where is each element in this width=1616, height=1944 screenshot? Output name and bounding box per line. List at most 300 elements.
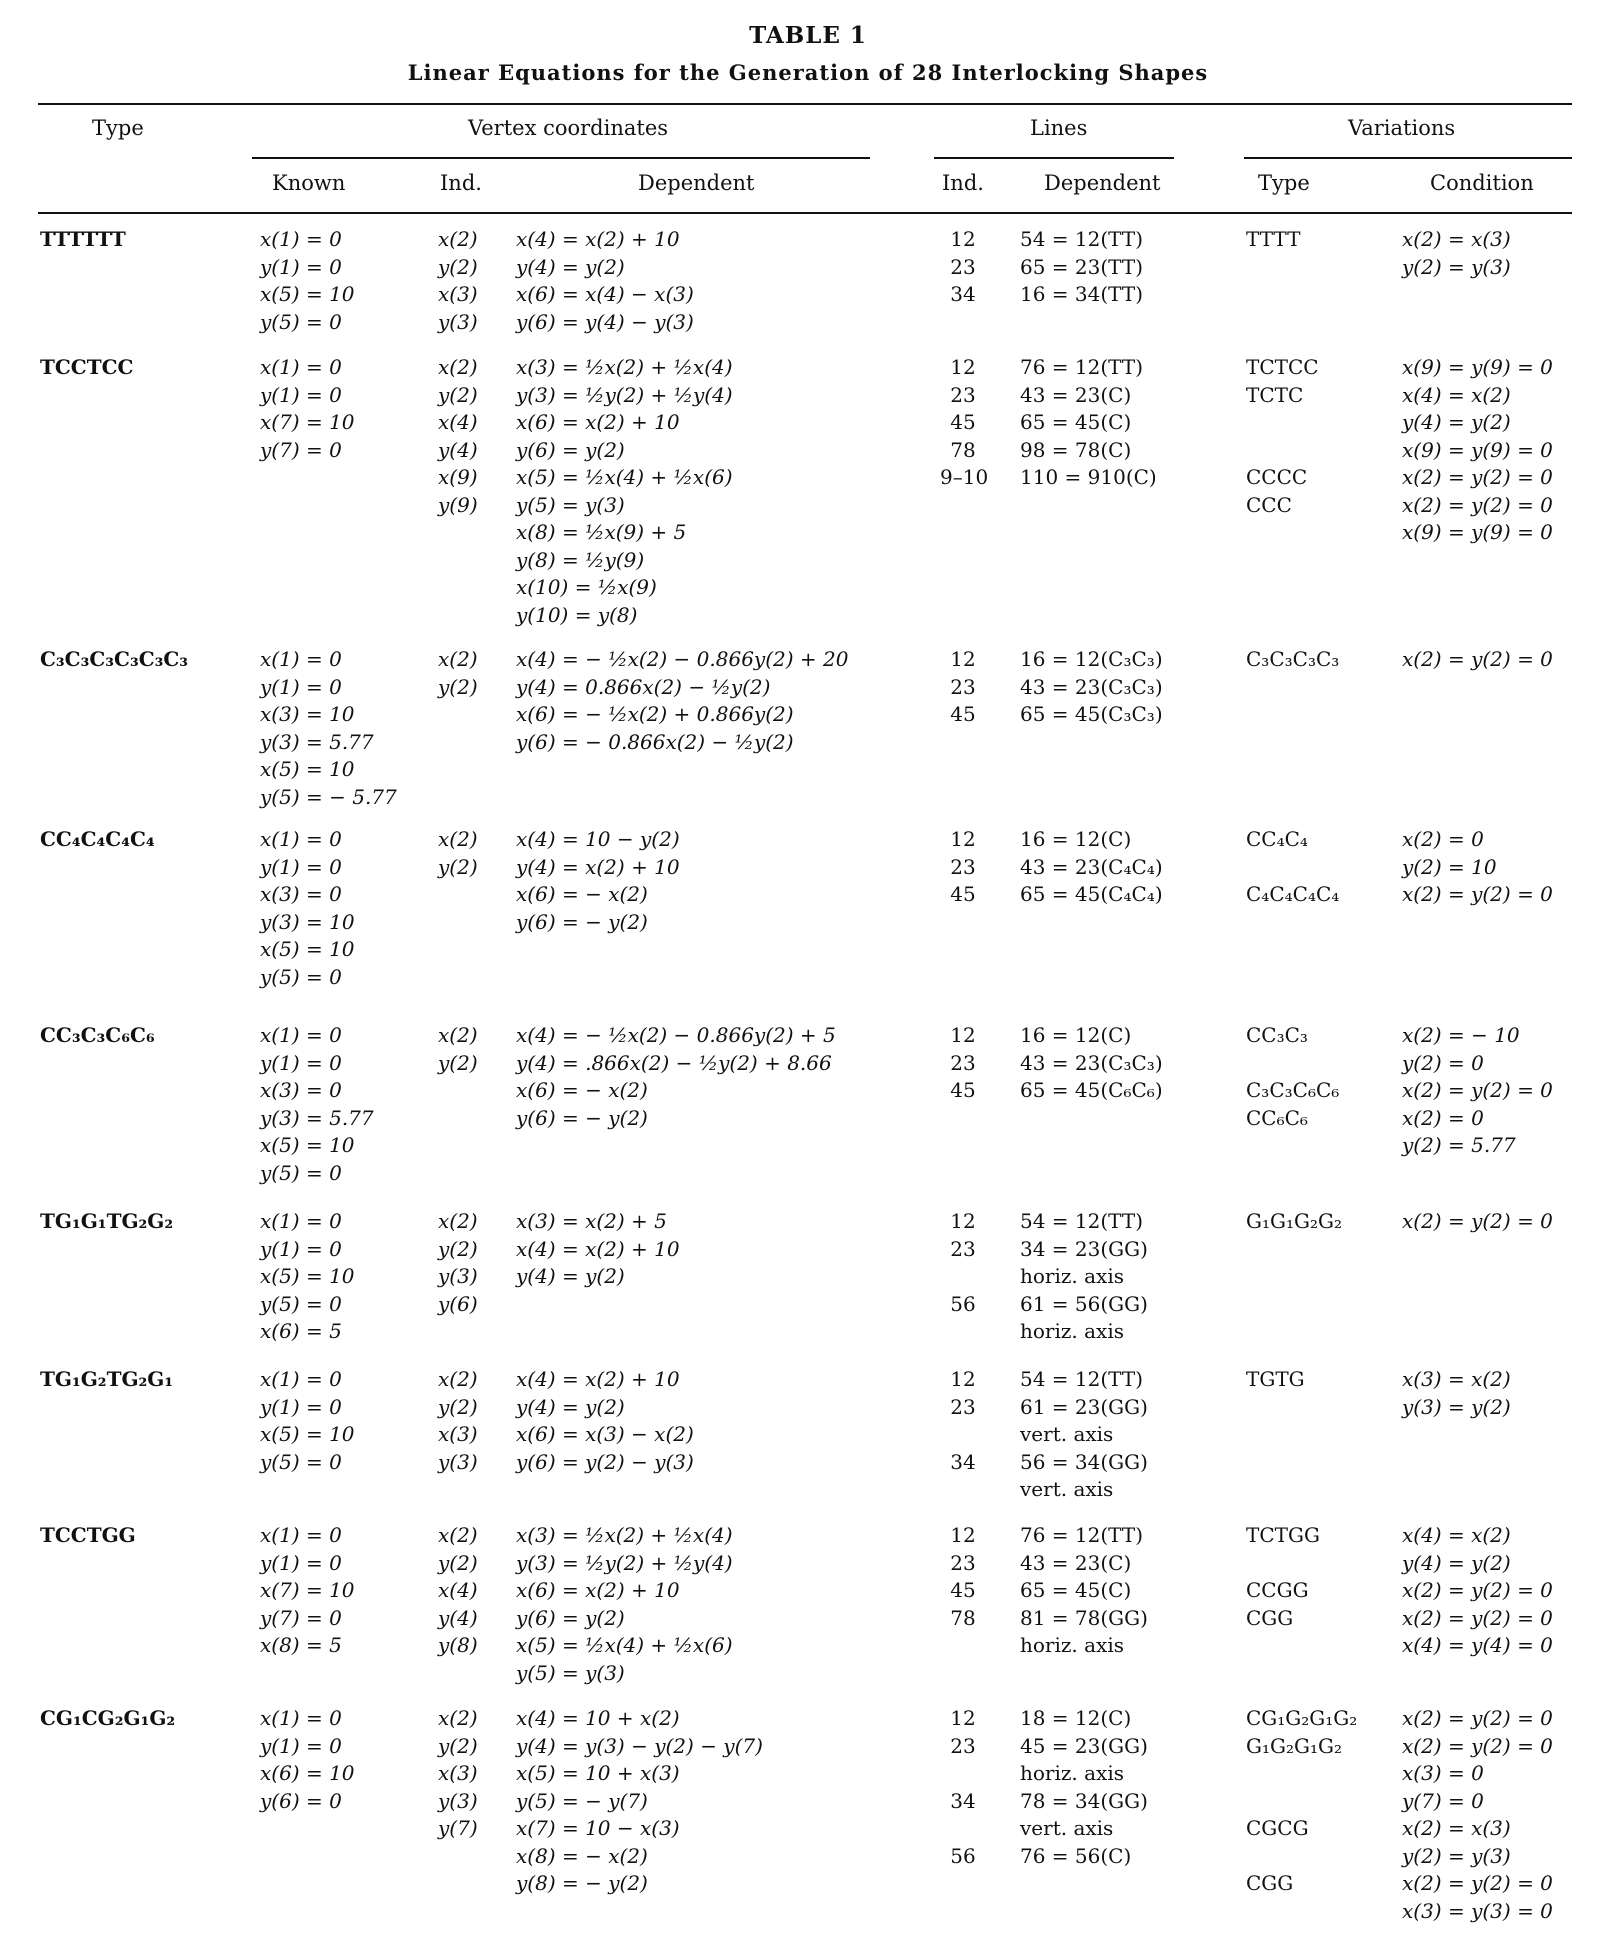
variation-condition-cell-line: x(2) = 0 — [1402, 827, 1484, 851]
variation-type-cell-line: CC₆C₆ — [1246, 1105, 1308, 1130]
lines-ind-cell-line: 45 — [950, 1578, 976, 1602]
known-cell-line: x(7) = 10 — [260, 410, 355, 434]
variation-condition-cell-line: x(2) = y(2) = 0 — [1402, 1706, 1553, 1730]
variation-type-cell-line — [1246, 1050, 1339, 1078]
known-cell-line: y(5) = 0 — [260, 964, 342, 989]
dependent-cell-line: y(6) = − y(2) — [516, 909, 648, 934]
lines-dependent-cell-line: 61 = 56(GG) — [1020, 1291, 1148, 1316]
dependent-cell-line: y(4) = .866x(2) − ½y(2) + 8.66 — [516, 1050, 832, 1075]
known-cell-line: x(3) = 0 — [260, 1078, 342, 1102]
variation-condition-cell-line: x(2) = x(3) — [1402, 227, 1511, 251]
ind-cell-line: y(2) — [438, 674, 478, 699]
variation-condition-cell-line: x(9) = y(9) = 0 — [1402, 437, 1553, 462]
lines-dependent-cell-line: horiz. axis — [1020, 1761, 1124, 1785]
ind-cell-line: y(2) — [438, 854, 478, 879]
lines-ind-cell-line — [940, 1263, 986, 1291]
lines-dependent-cell-line: 65 = 45(C₄C₄) — [1020, 882, 1163, 906]
ind-cell-line: y(4) — [438, 437, 478, 462]
known-cell-line: y(5) = 0 — [260, 1449, 342, 1474]
ind-cell-line: y(3) — [438, 309, 478, 334]
dependent-cell-line: y(4) = y(2) — [516, 1394, 625, 1419]
lines-dependent-cell-line: 34 = 23(GG) — [1020, 1236, 1148, 1261]
known-cell-line: x(5) = 10 — [260, 937, 355, 961]
known-cell-line: y(5) = 0 — [260, 1160, 342, 1185]
ind-cell-line: y(3) — [438, 1264, 478, 1288]
lines-ind-cell — [940, 1366, 986, 1476]
variations-subrule — [1244, 157, 1572, 159]
variation-condition-cell-line: x(2) = y(2) = 0 — [1402, 1078, 1553, 1102]
lines-ind-cell — [940, 226, 986, 309]
variation-condition-cell — [1402, 826, 1553, 909]
dependent-cell-line: y(4) = y(3) − y(2) − y(7) — [516, 1733, 763, 1758]
known-cell-line: y(1) = 0 — [260, 1236, 342, 1261]
lines-ind-cell-line: 12 — [950, 827, 976, 851]
known-cell-line: x(1) = 0 — [260, 1209, 342, 1233]
lines-dependent-cell-line: vert. axis — [1020, 1816, 1114, 1840]
ind-cell-line: x(2) — [438, 1367, 478, 1391]
dependent-cell-line: y(5) = − y(7) — [516, 1788, 648, 1813]
row-type-line: TCCTCC — [40, 355, 134, 379]
header-bottom-rule — [38, 212, 1572, 214]
lines-dependent-cell — [1020, 1208, 1148, 1346]
lines-dependent-cell-line: 98 = 78(C) — [1020, 437, 1132, 462]
variation-condition-cell-line: x(2) = y(2) = 0 — [1402, 647, 1553, 671]
known-cell-line: x(5) = 10 — [260, 757, 355, 781]
variation-type-cell-line: C₄C₄C₄C₄ — [1246, 882, 1340, 906]
variation-condition-cell-line: x(2) = y(2) = 0 — [1402, 1871, 1553, 1895]
lines-dependent-cell — [1020, 1705, 1148, 1870]
lines-dependent-cell-line: 110 = 910(C) — [1020, 465, 1157, 489]
lines-ind-cell-line: 12 — [950, 647, 976, 671]
ind-cell — [438, 226, 478, 336]
lines-ind-cell-line — [940, 1815, 986, 1843]
lines-ind-cell-line: 45 — [950, 882, 976, 906]
lines-dependent-cell-line: 18 = 12(C) — [1020, 1706, 1132, 1730]
lines-ind-cell-line: 9–10 — [940, 465, 989, 489]
variation-condition-cell — [1402, 1366, 1511, 1421]
variation-type-cell-line: C₃C₃C₆C₆ — [1246, 1078, 1340, 1102]
ind-cell-line: x(2) — [438, 227, 478, 251]
dependent-cell-line: x(4) = 10 − y(2) — [516, 827, 680, 851]
row-type — [40, 354, 133, 382]
dependent-cell-line: x(3) = ½x(2) + ½x(4) — [516, 355, 733, 379]
lines-ind-cell-line: 78 — [950, 437, 976, 462]
variation-type-cell-line — [1246, 437, 1319, 465]
lines-dependent-cell-line: 45 = 23(GG) — [1020, 1733, 1148, 1758]
ind-cell — [438, 826, 478, 881]
ind-cell-line: y(4) — [438, 1605, 478, 1630]
variation-type-cell-line: CC₃C₃ — [1246, 1023, 1308, 1047]
dependent-cell-line: x(8) = ½x(9) + 5 — [516, 520, 687, 544]
lines-dependent-cell-line: 16 = 12(C) — [1020, 827, 1132, 851]
ind-cell — [438, 646, 478, 701]
lines-ind-cell-line — [940, 1421, 986, 1449]
variation-type-cell — [1246, 1366, 1305, 1394]
lines-ind-cell — [940, 1208, 986, 1318]
known-cell-line: x(5) = 10 — [260, 1422, 355, 1446]
ind-cell-line: x(2) — [438, 1023, 478, 1047]
lines-dependent-cell-line: horiz. axis — [1020, 1319, 1124, 1343]
variation-condition-cell-line: x(2) = 0 — [1402, 1105, 1484, 1130]
lines-dependent-cell-line: 65 = 45(C₃C₃) — [1020, 702, 1163, 726]
lines-dependent-cell-line: 43 = 23(C₃C₃) — [1020, 674, 1163, 699]
lines-ind-cell-line: 12 — [950, 1209, 976, 1233]
lines-dependent-cell — [1020, 1522, 1148, 1660]
dependent-cell-line: x(6) = − ½x(2) + 0.866y(2) — [516, 702, 794, 726]
dependent-cell — [516, 1705, 763, 1898]
dependent-cell-line: x(5) = ½x(4) + ½x(6) — [516, 1633, 733, 1657]
known-cell-line: x(1) = 0 — [260, 827, 342, 851]
known-cell-line: x(5) = 10 — [260, 282, 355, 306]
known-cell-line: y(7) = 0 — [260, 1605, 342, 1630]
lines-dependent-cell — [1020, 226, 1143, 309]
dependent-cell-line: y(6) = y(2) — [516, 437, 625, 462]
ind-cell-line: y(2) — [438, 382, 478, 407]
known-cell-line: x(1) = 0 — [260, 1706, 342, 1730]
dependent-cell — [516, 646, 848, 756]
variation-condition-cell-line: x(2) = y(2) = 0 — [1402, 1209, 1553, 1233]
known-cell — [260, 1022, 374, 1187]
variation-type-cell — [1246, 646, 1339, 674]
known-cell-line: y(5) = − 5.77 — [260, 784, 397, 809]
dependent-cell-line: y(6) = y(2) — [516, 1605, 625, 1630]
ind-cell-line: x(3) — [438, 282, 478, 306]
variation-type-cell-line: TCTGG — [1246, 1523, 1320, 1547]
variation-condition-cell — [1402, 1522, 1553, 1660]
known-cell-line: y(3) = 5.77 — [260, 729, 374, 754]
row-type — [40, 1705, 175, 1733]
ind-cell-line: x(2) — [438, 827, 478, 851]
variation-type-cell-line — [1246, 1550, 1320, 1578]
lines-ind-cell-line: 12 — [950, 1367, 976, 1391]
variation-condition-cell-line: y(3) = y(2) — [1402, 1394, 1511, 1419]
known-cell-line: y(1) = 0 — [260, 1733, 342, 1758]
dependent-cell-line: y(3) = ½y(2) + ½y(4) — [516, 1550, 733, 1575]
variation-type-cell-line: G₁G₁G₂G₂ — [1246, 1209, 1342, 1233]
dependent-cell-line: y(4) = 0.866x(2) − ½y(2) — [516, 674, 771, 699]
variation-type-cell-line: CGG — [1246, 1871, 1294, 1895]
lines-dependent-cell-line: 16 = 12(C) — [1020, 1023, 1132, 1047]
dependent-cell-line: y(4) = y(2) — [516, 254, 625, 279]
dependent-cell-line: x(7) = 10 − x(3) — [516, 1816, 680, 1840]
known-cell-line: y(5) = 0 — [260, 1291, 342, 1316]
lines-ind-cell-line: 34 — [950, 282, 976, 306]
lines-dependent-cell-line: horiz. axis — [1020, 1633, 1124, 1657]
vertex-subrule — [252, 157, 870, 159]
known-cell-line: x(1) = 0 — [260, 355, 342, 379]
lines-dependent-cell-line: horiz. axis — [1020, 1264, 1124, 1288]
ind-cell-line: x(2) — [438, 1706, 478, 1730]
header-variations: Variations — [1348, 116, 1456, 140]
ind-cell — [438, 1366, 478, 1476]
variation-type-cell-line: TCTCC — [1246, 355, 1319, 379]
dependent-cell-line: y(8) = ½y(9) — [516, 547, 645, 572]
row-type — [40, 1208, 173, 1236]
lines-dependent-cell-line: 78 = 34(GG) — [1020, 1788, 1148, 1813]
dependent-cell-line: x(6) = − x(2) — [516, 882, 648, 906]
variation-condition-cell-line: x(4) = x(2) — [1402, 382, 1511, 407]
lines-dependent-cell — [1020, 354, 1157, 492]
row-type-line: CC₃C₃C₆C₆ — [40, 1023, 155, 1047]
variation-condition-cell-line: y(7) = 0 — [1402, 1788, 1484, 1813]
known-cell — [260, 1208, 355, 1346]
lines-dependent-cell-line: 56 = 34(GG) — [1020, 1449, 1148, 1474]
lines-dependent-cell-line: 65 = 45(C) — [1020, 1578, 1132, 1602]
row-type — [40, 1022, 155, 1050]
ind-cell-line: x(2) — [438, 1523, 478, 1547]
variation-condition-cell-line: y(4) = y(2) — [1402, 1550, 1511, 1575]
variation-type-cell-line: CC₄C₄ — [1246, 827, 1308, 851]
lines-ind-cell-line: 12 — [950, 1706, 976, 1730]
variation-type-cell-line: TCTC — [1246, 382, 1304, 407]
variation-type-cell — [1246, 1208, 1342, 1236]
dependent-cell-line: y(5) = y(3) — [516, 492, 625, 517]
dependent-cell-line: y(6) = − 0.866x(2) − ½y(2) — [516, 729, 794, 754]
ind-cell — [438, 1705, 478, 1843]
dependent-cell-line: y(4) = x(2) + 10 — [516, 854, 680, 879]
table-title: TABLE 1 — [749, 22, 867, 49]
lines-ind-cell-line: 56 — [950, 1291, 976, 1316]
variation-condition-cell-line: x(2) = y(2) = 0 — [1402, 882, 1553, 906]
ind-cell-line: y(9) — [438, 492, 478, 517]
header-var-type: Type — [1258, 171, 1310, 195]
lines-ind-cell-line: 45 — [950, 1078, 976, 1102]
dependent-cell — [516, 354, 733, 629]
row-type — [40, 826, 155, 854]
lines-ind-cell-line: 23 — [950, 1236, 976, 1261]
lines-ind-cell-line: 23 — [950, 1050, 976, 1075]
ind-cell-line: x(2) — [438, 355, 478, 379]
ind-cell-line: y(8) — [438, 1633, 478, 1657]
dependent-cell-line: y(8) = − y(2) — [516, 1871, 648, 1895]
known-cell-line: y(1) = 0 — [260, 382, 342, 407]
lines-ind-cell-line: 23 — [950, 1733, 976, 1758]
known-cell-line: y(1) = 0 — [260, 1550, 342, 1575]
lines-ind-cell-line: 12 — [950, 227, 976, 251]
row-type-line: TG₁G₁TG₂G₂ — [40, 1209, 174, 1233]
lines-ind-cell-line: 12 — [950, 355, 976, 379]
dependent-cell-line: y(4) = y(2) — [516, 1264, 625, 1288]
ind-cell-line: y(2) — [438, 1050, 478, 1075]
lines-dependent-cell-line: 16 = 34(TT) — [1020, 282, 1144, 306]
variation-type-cell-line: C₃C₃C₃C₃ — [1246, 647, 1340, 671]
lines-dependent-cell-line: vert. axis — [1020, 1477, 1114, 1501]
lines-ind-cell-line: 34 — [950, 1449, 976, 1474]
lines-ind-cell-line: 23 — [950, 674, 976, 699]
variation-condition-cell — [1402, 1022, 1553, 1160]
lines-ind-cell — [940, 1022, 986, 1105]
variation-condition-cell-line: x(9) = y(9) = 0 — [1402, 355, 1553, 379]
variation-type-cell-line — [1246, 409, 1319, 437]
dependent-cell-line: x(4) = x(2) + 10 — [516, 1367, 680, 1391]
lines-ind-cell-line: 23 — [950, 1550, 976, 1575]
known-cell-line: y(1) = 0 — [260, 254, 342, 279]
lines-ind-cell — [940, 354, 989, 492]
dependent-cell-line: x(5) = 10 + x(3) — [516, 1761, 680, 1785]
known-cell — [260, 1366, 355, 1476]
header-var-condition: Condition — [1430, 171, 1534, 195]
known-cell-line: x(1) = 0 — [260, 227, 342, 251]
lines-dependent-cell-line: 43 = 23(C) — [1020, 382, 1132, 407]
lines-ind-cell-line: 23 — [950, 854, 976, 879]
lines-dependent-cell — [1020, 1022, 1163, 1105]
known-cell-line: y(6) = 0 — [260, 1788, 342, 1813]
variation-condition-cell-line: x(2) = y(2) = 0 — [1402, 1578, 1553, 1602]
lines-ind-cell-line: 12 — [950, 1023, 976, 1047]
ind-cell — [438, 354, 478, 519]
variation-type-cell-line: TTTT — [1246, 227, 1301, 251]
lines-dependent-cell-line: vert. axis — [1020, 1422, 1114, 1446]
dependent-cell — [516, 1208, 680, 1291]
header-lines-ind: Ind. — [942, 171, 984, 195]
known-cell-line: x(1) = 0 — [260, 647, 342, 671]
known-cell-line: x(1) = 0 — [260, 1523, 342, 1547]
variation-type-cell — [1246, 354, 1319, 519]
header-dependent: Dependent — [638, 171, 755, 195]
lines-dependent-cell-line: 16 = 12(C₃C₃) — [1020, 647, 1163, 671]
known-cell-line: x(6) = 5 — [260, 1319, 342, 1343]
dependent-cell-line: y(6) = − y(2) — [516, 1105, 648, 1130]
lines-dependent-cell-line: 43 = 23(C₃C₃) — [1020, 1050, 1163, 1075]
lines-dependent-cell-line: 76 = 12(TT) — [1020, 355, 1144, 379]
dependent-cell-line: x(3) = x(2) + 5 — [516, 1209, 667, 1233]
lines-dependent-cell-line: 76 = 12(TT) — [1020, 1523, 1144, 1547]
variation-condition-cell-line: y(2) = y(3) — [1402, 254, 1511, 279]
ind-cell-line: y(2) — [438, 1550, 478, 1575]
variation-condition-cell-line: x(4) = x(2) — [1402, 1523, 1511, 1547]
dependent-cell-line: x(4) = x(2) + 10 — [516, 227, 680, 251]
dependent-cell-line: x(4) = − ½x(2) − 0.866y(2) + 5 — [516, 1023, 836, 1047]
variation-condition-cell-line: x(2) = x(3) — [1402, 1816, 1511, 1840]
known-cell — [260, 826, 355, 991]
dependent-cell — [516, 226, 694, 336]
lines-dependent-cell-line: 61 = 23(GG) — [1020, 1394, 1148, 1419]
dependent-cell-line: x(4) = 10 + x(2) — [516, 1706, 680, 1730]
known-cell-line: x(3) = 0 — [260, 882, 342, 906]
lines-dependent-cell-line: 65 = 45(C₆C₆) — [1020, 1078, 1163, 1102]
variation-type-cell — [1246, 1522, 1320, 1632]
ind-cell-line: x(2) — [438, 1209, 478, 1233]
dependent-cell-line: x(10) = ½x(9) — [516, 575, 657, 599]
lines-ind-cell — [940, 646, 986, 729]
lines-dependent-cell-line: 43 = 23(C) — [1020, 1550, 1132, 1575]
variation-condition-cell-line: x(4) = y(4) = 0 — [1402, 1633, 1553, 1657]
variation-type-cell-line: CCGG — [1246, 1578, 1309, 1602]
lines-ind-cell — [940, 1522, 986, 1632]
variation-type-cell-line: CG₁G₂G₁G₂ — [1246, 1706, 1358, 1730]
variation-type-cell-line — [1246, 1843, 1357, 1871]
known-cell-line: x(3) = 10 — [260, 702, 355, 726]
variation-type-cell-line: CCC — [1246, 492, 1292, 517]
header-vertex-coordinates: Vertex coordinates — [468, 116, 669, 140]
lines-ind-cell-line: 45 — [950, 702, 976, 726]
ind-cell-line: x(9) — [438, 465, 478, 489]
dependent-cell-line: x(4) = x(2) + 10 — [516, 1236, 680, 1261]
variation-condition-cell-line: y(4) = y(2) — [1402, 410, 1511, 434]
row-type — [40, 1522, 136, 1550]
header-type: Type — [92, 116, 144, 140]
row-type-line: CG₁CG₂G₁G₂ — [40, 1706, 176, 1730]
known-cell — [260, 354, 355, 464]
known-cell — [260, 646, 397, 811]
row-type-line: TTTTTT — [40, 227, 126, 251]
header-lines-dependent: Dependent — [1044, 171, 1161, 195]
lines-dependent-cell — [1020, 826, 1163, 909]
lines-dependent-cell — [1020, 646, 1163, 729]
variation-type-cell-line — [1246, 854, 1339, 882]
row-type-line: TCCTGG — [40, 1523, 136, 1547]
variation-condition-cell-line: x(2) = − 10 — [1402, 1023, 1520, 1047]
dependent-cell-line: y(3) = ½y(2) + ½y(4) — [516, 382, 733, 407]
variation-type-cell — [1246, 1022, 1339, 1132]
variation-condition-cell-line: x(2) = y(2) = 0 — [1402, 1605, 1553, 1630]
dependent-cell-line: y(6) = y(2) − y(3) — [516, 1449, 694, 1474]
lines-ind-cell-line: 56 — [950, 1843, 976, 1868]
variation-type-cell-line: G₁G₂G₁G₂ — [1246, 1733, 1342, 1758]
ind-cell — [438, 1022, 478, 1077]
variation-condition-cell-line: x(9) = y(9) = 0 — [1402, 520, 1553, 544]
variation-condition-cell-line: x(2) = y(2) = 0 — [1402, 1733, 1553, 1758]
row-type-line: C₃C₃C₃C₃C₃C₃ — [40, 647, 189, 671]
ind-cell-line: x(3) — [438, 1422, 478, 1446]
lines-ind-cell-line: 34 — [950, 1788, 976, 1813]
known-cell-line: y(1) = 0 — [260, 674, 342, 699]
row-type — [40, 1366, 173, 1394]
lines-dependent-cell-line: 65 = 23(TT) — [1020, 254, 1144, 279]
ind-cell-line: y(2) — [438, 1394, 478, 1419]
known-cell-line: x(8) = 5 — [260, 1633, 342, 1657]
variation-type-cell-line — [1246, 1788, 1357, 1816]
lines-ind-cell — [940, 826, 986, 909]
ind-cell-line: y(2) — [438, 1236, 478, 1261]
dependent-cell-line: x(3) = ½x(2) + ½x(4) — [516, 1523, 733, 1547]
lines-dependent-cell-line: 54 = 12(TT) — [1020, 1367, 1144, 1391]
known-cell-line: y(5) = 0 — [260, 309, 342, 334]
lines-dependent-cell-line: 43 = 23(C₄C₄) — [1020, 854, 1163, 879]
known-cell-line: y(7) = 0 — [260, 437, 342, 462]
lines-dependent-cell-line: 81 = 78(GG) — [1020, 1605, 1148, 1630]
ind-cell-line: y(7) — [438, 1816, 478, 1840]
variation-type-cell — [1246, 226, 1300, 254]
variation-condition-cell-line: x(3) = y(3) = 0 — [1402, 1898, 1553, 1923]
dependent-cell-line: x(6) = x(2) + 10 — [516, 1578, 680, 1602]
known-cell-line: y(1) = 0 — [260, 854, 342, 879]
lines-ind-cell-line — [940, 1760, 986, 1788]
dependent-cell — [516, 1366, 694, 1476]
ind-cell-line: x(4) — [438, 410, 478, 434]
variation-type-cell-line — [1246, 1760, 1357, 1788]
known-cell — [260, 1522, 355, 1660]
dependent-cell-line: x(8) = − x(2) — [516, 1843, 648, 1868]
ind-cell-line: y(3) — [438, 1788, 478, 1813]
header-ind: Ind. — [440, 171, 482, 195]
known-cell — [260, 226, 355, 336]
variation-type-cell-line: TGTG — [1246, 1367, 1305, 1391]
lines-ind-cell-line: 45 — [950, 410, 976, 434]
ind-cell-line: y(3) — [438, 1449, 478, 1474]
lines-dependent-cell-line: 54 = 12(TT) — [1020, 1209, 1144, 1233]
dependent-cell — [516, 1022, 836, 1132]
dependent-cell-line: y(6) = y(4) − y(3) — [516, 309, 694, 334]
known-cell-line: y(1) = 0 — [260, 1050, 342, 1075]
known-cell-line: x(1) = 0 — [260, 1367, 342, 1391]
header-known: Known — [272, 171, 346, 195]
row-type-line: TG₁G₂TG₂G₁ — [40, 1367, 174, 1391]
variation-condition-cell — [1402, 226, 1511, 281]
variation-condition-cell-line: x(2) = y(2) = 0 — [1402, 492, 1553, 517]
variation-condition-cell-line: x(2) = y(2) = 0 — [1402, 465, 1553, 489]
lines-dependent-cell-line: 76 = 56(C) — [1020, 1843, 1132, 1868]
